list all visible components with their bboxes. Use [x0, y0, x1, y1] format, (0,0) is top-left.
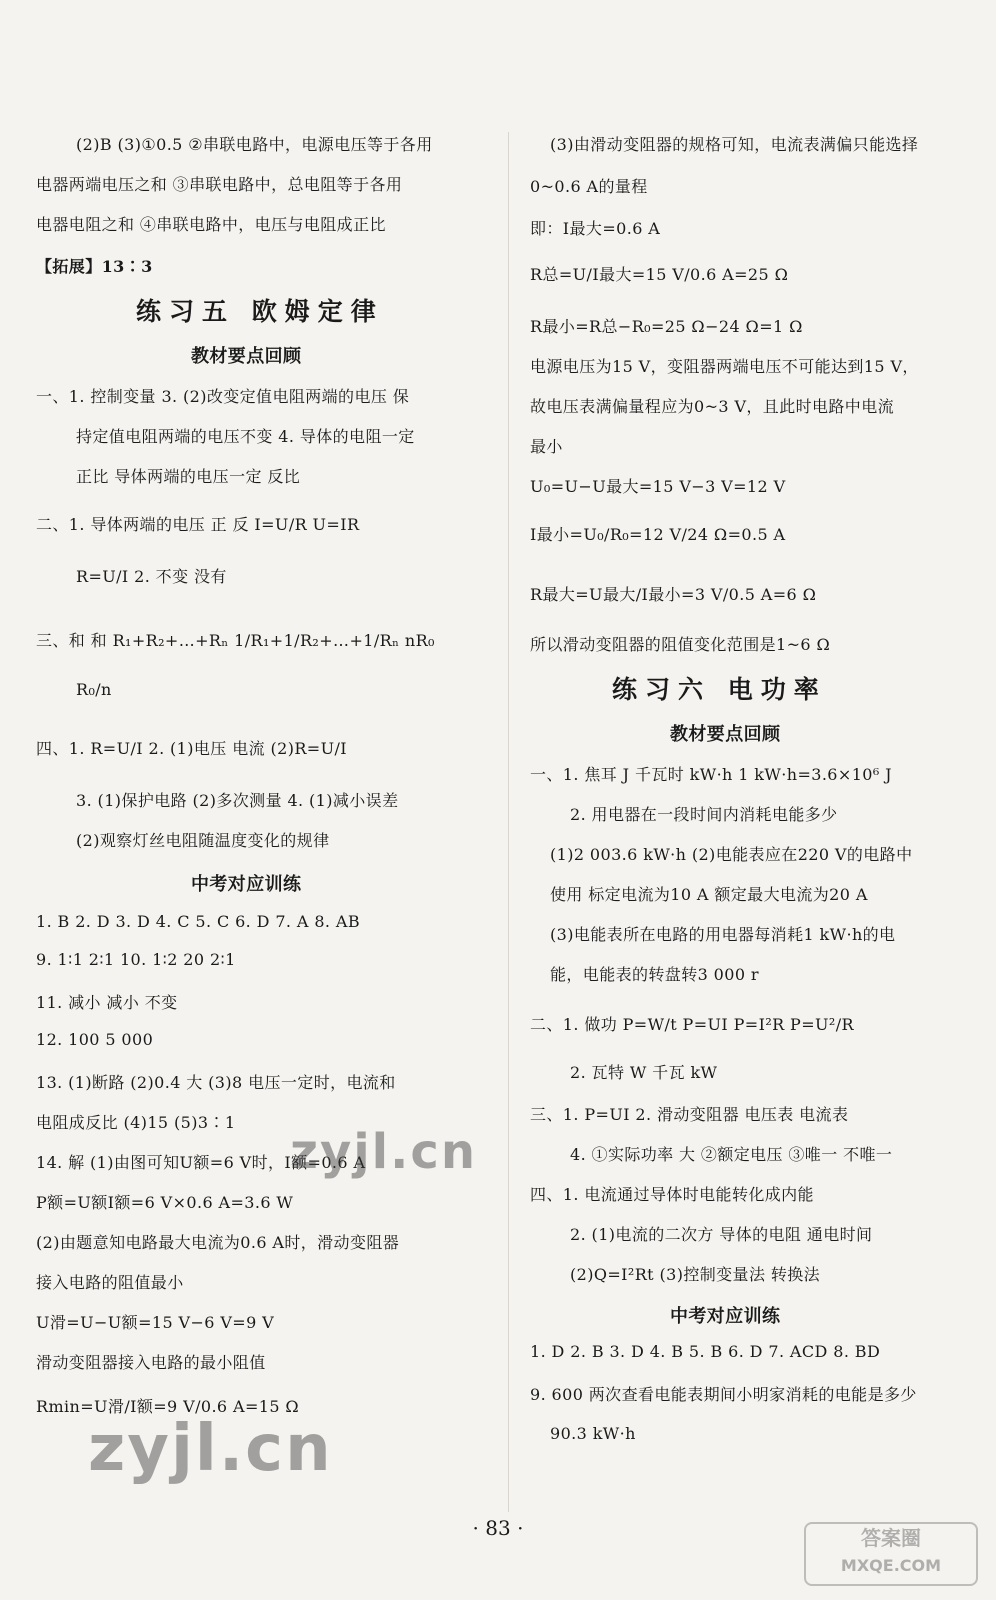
page-number: · 83 ·: [472, 1516, 524, 1540]
text-line: (1)2 003.6 kW·h (2)电能表应在220 V的电路中: [550, 845, 913, 864]
text-line: 滑动变阻器接入电路的最小阻值: [36, 1353, 266, 1372]
text-line: 电器电阻之和 ④串联电路中，电压与电阻成正比: [36, 215, 386, 234]
text-line: 11. 减小 减小 不变: [36, 993, 178, 1012]
text-line: R总=U/I最大=15 V/0.6 A=25 Ω: [530, 265, 789, 284]
subsection-title: 教材要点回顾: [670, 724, 781, 745]
text-line: 2. 瓦特 W 千瓦 kW: [570, 1063, 718, 1082]
text-line: 三、1. P=UI 2. 滑动变阻器 电压表 电流表: [530, 1105, 849, 1124]
text-line: (2)B (3)①0.5 ②串联电路中，电源电压等于各用: [76, 135, 433, 154]
text-line: 接入电路的阻值最小: [36, 1273, 184, 1292]
subsection-title: 中考对应训练: [191, 874, 302, 895]
text-line: R₀/n: [76, 680, 112, 699]
text-line: (2)Q=I²Rt (3)控制变量法 转换法: [570, 1265, 821, 1284]
text-line: R最大=U最大/I最小=3 V/0.5 A=6 Ω: [530, 585, 817, 604]
text-line: U滑=U−U额=15 V−6 V=9 V: [36, 1313, 275, 1332]
text-line: P额=U额I额=6 V×0.6 A=3.6 W: [36, 1193, 294, 1212]
section-title: 练习五 欧姆定律: [136, 297, 384, 326]
text-line: 电器两端电压之和 ③串联电路中，总电阻等于各用: [36, 175, 403, 194]
text-line: R最小=R总−R₀=25 Ω−24 Ω=1 Ω: [530, 317, 803, 336]
text-line: 0~0.6 A的量程: [530, 177, 648, 196]
text-line: 9. 1∶1 2∶1 10. 1∶2 20 2∶1: [36, 950, 236, 969]
subsection-title: 教材要点回顾: [191, 346, 302, 367]
text-line: 一、1. 焦耳 J 千瓦时 kW·h 1 kW·h=3.6×10⁶ J: [530, 765, 892, 784]
text-line: (3)由滑动变阻器的规格可知，电流表满偏只能选择: [550, 135, 919, 154]
text-line: U₀=U−U最大=15 V−3 V=12 V: [530, 477, 786, 496]
text-line: 14. 解 (1)由图可知U额=6 V时，I额=0.6 A: [36, 1153, 366, 1172]
subsection-title: 中考对应训练: [670, 1306, 781, 1327]
text-line: (2)由题意知电路最大电流为0.6 A时，滑动变阻器: [36, 1233, 400, 1252]
text-line: (3)电能表所在电路的用电器每消耗1 kW·h的电: [550, 925, 896, 944]
text-line: 1. D 2. B 3. D 4. B 5. B 6. D 7. ACD 8. BD: [530, 1342, 881, 1361]
text-line: 二、1. 做功 P=W/t P=UI P=I²R P=U²/R: [530, 1015, 854, 1034]
text-line: (2)观察灯丝电阻随温度变化的规律: [76, 831, 330, 850]
column-divider: [508, 132, 509, 1512]
section-title: 练习六 电功率: [612, 675, 827, 704]
text-line: 能，电能表的转盘转3 000 r: [550, 965, 759, 984]
text-line: 正比 导体两端的电压一定 反比: [76, 467, 301, 486]
text-line: 2. 用电器在一段时间内消耗电能多少: [570, 805, 838, 824]
text-line: 最小: [530, 437, 563, 456]
extension-answer: 【拓展】13∶3: [36, 257, 153, 276]
watermark-corner-title: 答案圈: [861, 1526, 921, 1550]
text-line: 即：I最大=0.6 A: [530, 219, 661, 238]
watermark-bottom: zyjl.cn: [88, 1412, 333, 1486]
text-line: 所以滑动变阻器的阻值变化范围是1~6 Ω: [530, 635, 831, 654]
text-line: 电源电压为15 V，变阻器两端电压不可能达到15 V，: [530, 357, 919, 376]
text-line: 电阻成反比 (4)15 (5)3∶1: [36, 1113, 236, 1132]
text-line: 12. 100 5 000: [36, 1030, 154, 1049]
text-line: 故电压表满偏量程应为0~3 V，且此时电路中电流: [530, 397, 895, 416]
text-line: 2. (1)电流的二次方 导体的电阻 通电时间: [570, 1225, 873, 1244]
text-line: 1. B 2. D 3. D 4. C 5. C 6. D 7. A 8. AB: [36, 912, 361, 931]
text-line: 3. (1)保护电路 (2)多次测量 4. (1)减小误差: [76, 791, 399, 810]
text-line: 4. ①实际功率 大 ②额定电压 ③唯一 不唯一: [570, 1145, 893, 1164]
text-line: 90.3 kW·h: [550, 1424, 636, 1443]
text-line: Rmin=U滑/I额=9 V/0.6 A=15 Ω: [36, 1397, 300, 1416]
text-line: 三、和 和 R₁+R₂+…+Rₙ 1/R₁+1/R₂+…+1/Rₙ nR₀: [36, 631, 435, 650]
text-line: 四、1. 电流通过导体时电能转化成内能: [530, 1185, 814, 1204]
text-line: 二、1. 导体两端的电压 正 反 I=U/R U=IR: [36, 515, 360, 534]
text-line: R=U/I 2. 不变 没有: [76, 567, 227, 586]
text-line: 持定值电阻两端的电压不变 4. 导体的电阻一定: [76, 427, 415, 446]
text-line: I最小=U₀/R₀=12 V/24 Ω=0.5 A: [530, 525, 786, 544]
watermark-corner-url: MXQE.COM: [840, 1556, 942, 1575]
watermark-mid: zyjl.cn: [290, 1124, 477, 1180]
text-line: 9. 600 两次查看电能表期间小明家消耗的电能是多少: [530, 1385, 917, 1404]
text-line: 13. (1)断路 (2)0.4 大 (3)8 电压一定时，电流和: [36, 1073, 396, 1092]
text-line: 使用 标定电流为10 A 额定最大电流为20 A: [550, 885, 868, 904]
text-line: 四、1. R=U/I 2. (1)电压 电流 (2)R=U/I: [36, 739, 347, 758]
watermark-corner-logo: [804, 1522, 978, 1586]
text-line: 一、1. 控制变量 3. (2)改变定值电阻两端的电压 保: [36, 387, 410, 406]
